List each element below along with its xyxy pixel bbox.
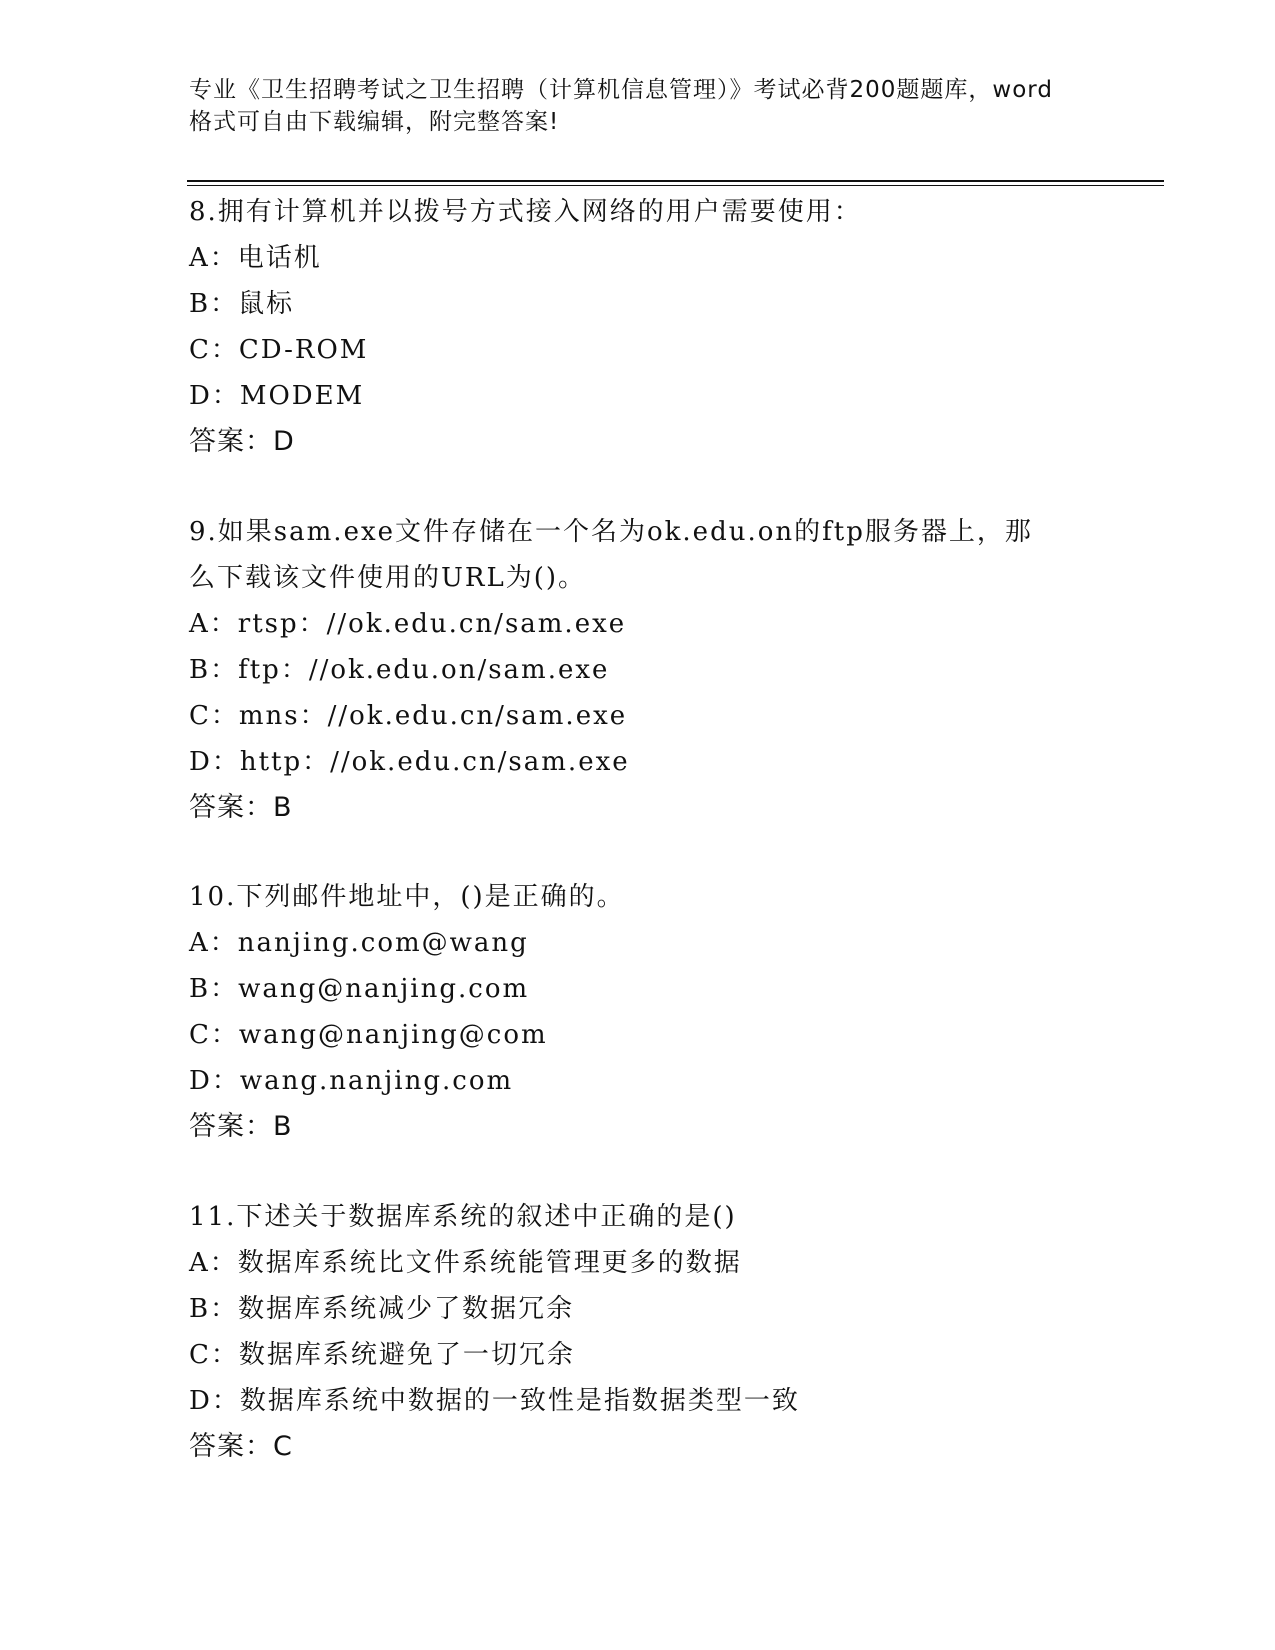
option-d: D：MODEM [189,381,365,411]
header-divider-thin [187,185,1164,186]
question-10 [189,874,1089,1150]
option-d: D：wang.nanjing.com [189,1066,514,1096]
header-line-2: 格式可自由下载编辑，附完整答案! [189,109,560,135]
header-line-1: 专业《卫生招聘考试之卫生招聘（计算机信息管理）》考试必背200题题库，word [189,77,1053,103]
question-11 [189,1194,1089,1470]
question-stem-continued: 么下载该文件使用的URL为()。 [189,563,587,593]
option-a: A：rtsp：//ok.edu.cn/sam.exe [189,609,627,639]
option-c: C：mns：//ok.edu.cn/sam.exe [189,701,628,731]
document-header [189,74,1089,138]
option-b: B：数据库系统减少了数据冗余 [189,1294,575,1324]
answer: 答案：D [189,426,295,457]
question-stem: 9.如果sam.exe文件存储在一个名为ok.edu.on的ftp服务器上，那 [189,517,1033,547]
question-9 [189,509,1089,831]
option-c: C：CD-ROM [189,335,369,365]
option-a: A：电话机 [189,243,322,273]
option-a: A：nanjing.com@wang [189,928,529,958]
answer: 答案：B [189,1111,293,1142]
answer: 答案：B [189,792,293,823]
option-b: B：鼠标 [189,289,295,319]
option-c: C：wang@nanjing@com [189,1020,548,1050]
option-b: B：wang@nanjing.com [189,974,530,1004]
question-8 [189,189,1089,465]
question-stem: 8.拥有计算机并以拨号方式接入网络的用户需要使用： [189,197,862,227]
question-stem: 11.下述关于数据库系统的叙述中正确的是() [189,1202,737,1232]
option-c: C：数据库系统避免了一切冗余 [189,1340,575,1370]
option-d: D：数据库系统中数据的一致性是指数据类型一致 [189,1386,800,1416]
option-a: A：数据库系统比文件系统能管理更多的数据 [189,1248,742,1278]
header-divider-thick [187,180,1164,182]
option-b: B：ftp：//ok.edu.on/sam.exe [189,655,610,685]
answer: 答案：C [189,1431,293,1462]
option-d: D：http：//ok.edu.cn/sam.exe [189,747,630,777]
question-stem: 10.下列邮件地址中，()是正确的。 [189,882,625,912]
